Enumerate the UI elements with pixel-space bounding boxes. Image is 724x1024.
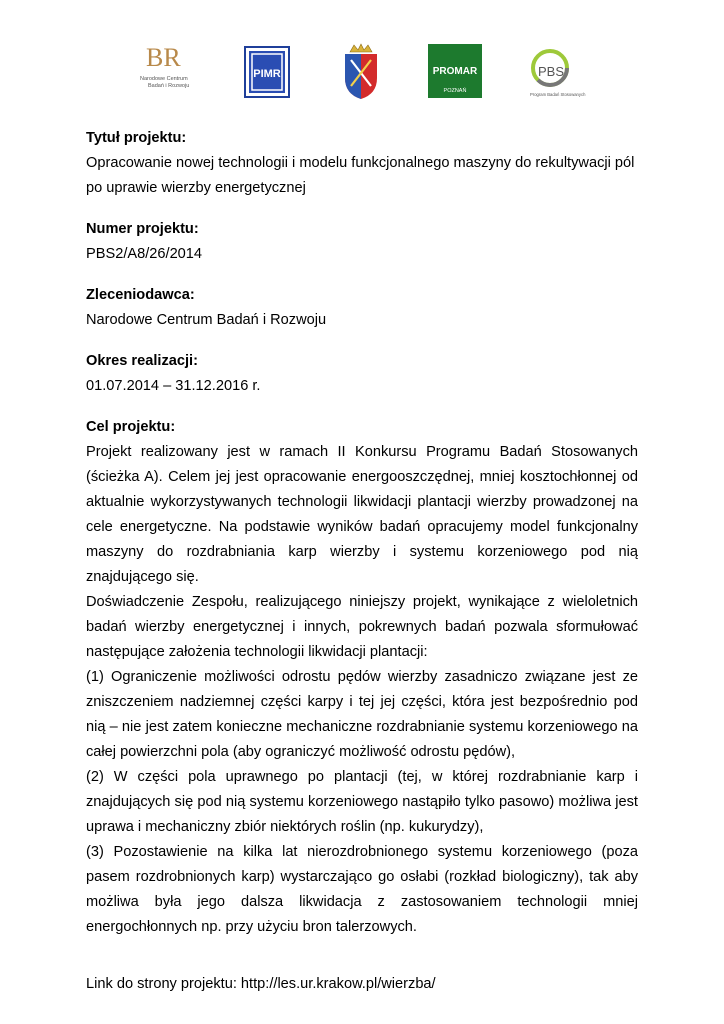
- promar-logo: [428, 44, 482, 98]
- goal-text: [86, 440, 638, 940]
- number-value: PBS2/A8/26/2014: [86, 246, 203, 262]
- goal-line: (1) Ograniczenie możliwości odrostu pędów wierzby zasadniczo związane jest ze: [86, 669, 638, 685]
- ncbr-logo: [140, 40, 202, 96]
- ncbr-logo-line2: Badań i Rozwoju: [148, 83, 190, 89]
- title-line-2: po uprawie wierzby energetycznej: [86, 180, 306, 196]
- logo-bar: [0, 40, 724, 104]
- goal-section: [86, 415, 638, 940]
- period-section: [86, 349, 638, 399]
- number-label: Numer projektu:: [86, 221, 199, 237]
- goal-line: uprawa i mechaniczny zbiór niektórych roślin (np. kukurydzy),: [86, 819, 484, 835]
- pbs-logo-sub: Program Badań Stosowanych: [530, 92, 586, 97]
- title-section: [86, 126, 638, 201]
- goal-line: aktualnie wykorzystywanych technologii likwidacji plantacji wierzby prowadzonej na: [86, 494, 638, 510]
- goal-line: całej powierzchni pola (aby ograniczyć możliwość odrostu pędów),: [86, 744, 516, 760]
- goal-line: możliwa była jego dalsza likwidacja z zastosowaniem technologii mniej: [86, 894, 638, 910]
- coat-of-arms-icon: [342, 42, 380, 100]
- client-label: Zleceniodawca:: [86, 287, 195, 303]
- goal-line: Doświadczenie Zespołu, realizującego niniejszy projekt, wynikające z wieloletnich: [86, 594, 638, 610]
- goal-line: Projekt realizowany jest w ramach II Konkursu Programu Badań Stosowanych: [86, 444, 638, 460]
- goal-line: badań wierzby energetycznej i innych, pokrewnych badań pozwala sformułować: [86, 619, 638, 635]
- goal-line: (2) W części pola uprawnego po plantacji (tej, w której rozdrabnianie karp i: [86, 769, 638, 785]
- pbs-logo-text: PBS: [538, 64, 565, 79]
- goal-label: Cel projektu:: [86, 419, 176, 435]
- goal-line: zniszczeniem nadziemnej części karpy i tej jej części, która jest bezpośrednio pod: [86, 694, 638, 710]
- goal-line: (3) Pozostawienie na kilka lat nierozdrobnionego systemu korzeniowego (poza: [86, 844, 638, 860]
- project-link[interactable]: Link do strony projektu: http://les.ur.krakow.pl/wierzba/: [86, 976, 436, 992]
- period-value: 01.07.2014 – 31.12.2016 r.: [86, 378, 261, 394]
- goal-line: znajdujących się pod nią systemu korzeniowego nastąpiło tylko pasowo) możliwa jest: [86, 794, 638, 810]
- pbs-logo: [524, 44, 588, 100]
- goal-line: pasem rozdrobnionych karp) wystarczająco go osłabi (rozkład biologiczny), tak aby: [86, 869, 638, 885]
- ncbr-logo-line1: Narodowe Centrum: [140, 76, 188, 82]
- goal-line: (ścieżka A). Celem jej jest opracowanie energooszczędnej, mniej kosztochłonnej od: [86, 469, 638, 485]
- promar-logo-text: PROMAR: [432, 66, 478, 77]
- ncbr-logo-mark: BR: [146, 43, 181, 72]
- number-section: [86, 217, 638, 267]
- pimr-logo: [244, 46, 290, 98]
- title-label: Tytuł projektu:: [86, 130, 187, 146]
- goal-line: znajdującego się.: [86, 569, 199, 585]
- client-section: [86, 283, 638, 333]
- goal-line: nią – nie jest zatem konieczne mechaniczne rozdrabnianie systemu korzeniowego na: [86, 719, 638, 735]
- goal-line: następujące założenia technologii likwidacji plantacji:: [86, 644, 428, 660]
- title-line-1: Opracowanie nowej technologii i modelu funkcjonalnego maszyny do rekultywacji pól: [86, 155, 635, 171]
- client-value: Narodowe Centrum Badań i Rozwoju: [86, 312, 327, 328]
- goal-line: cele energetyczne. Na podstawie wyników badań opracujemy model funkcjonalny: [86, 519, 638, 535]
- goal-line: maszyny do rozdrabniania karp wierzby i systemu korzeniowego pod nią: [86, 544, 638, 560]
- promar-logo-sub: POZNAŃ: [443, 88, 467, 94]
- document-body: [86, 126, 638, 956]
- period-label: Okres realizacji:: [86, 353, 198, 369]
- pimr-logo-text: PIMR: [253, 68, 281, 80]
- goal-line: energochłonnych np. przy użyciu bron talerzowych.: [86, 919, 417, 935]
